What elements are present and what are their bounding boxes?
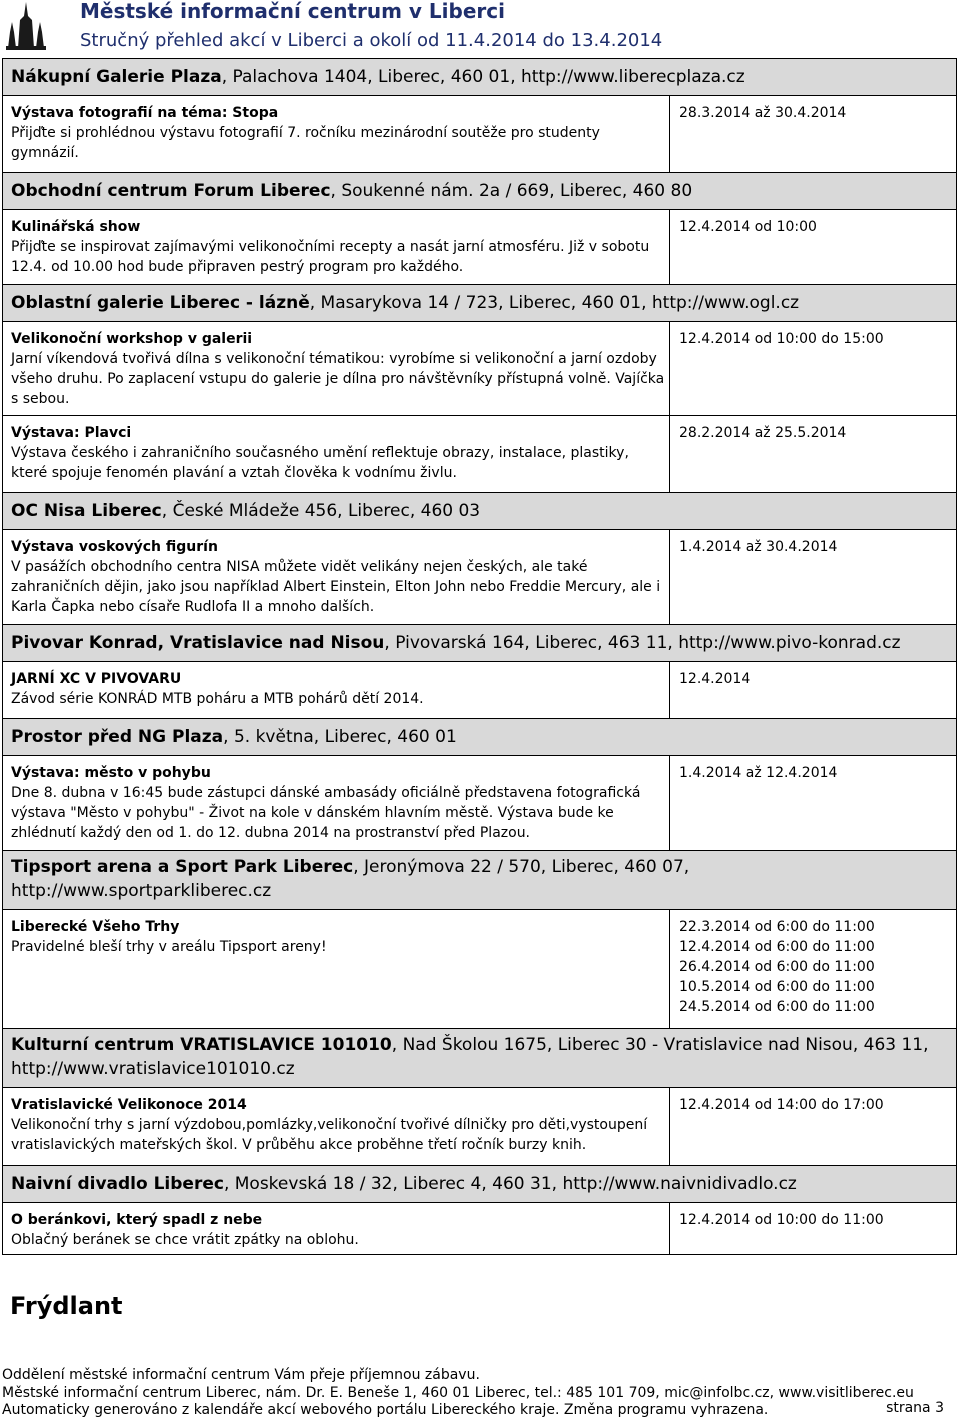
event-date: 12.4.2014 od 10:00 do 15:00 (679, 331, 884, 347)
venue-name: Kulturní centrum VRATISLAVICE 101010 (11, 1035, 392, 1055)
event-description: Jarní víkendová tvořivá dílna s velikonoční tématikou: vyrobíme si velikonoční a jarní ozdoby všeho druhu. Po zaplacení vstupu do galerie je dílna pro návštěvníky přístupná volně. Vajíčka s sebou. (11, 351, 665, 407)
venue-address: , Palachova 1404, Liberec, 460 01, http://www.liberecplaza.cz (221, 67, 745, 87)
page-header (0, 0, 960, 58)
event-row (2, 910, 957, 1028)
venue-header-kc-vratislavice (2, 1028, 957, 1088)
venue-address: , Moskevská 18 / 32, Liberec 4, 460 31, http://www.naivnidivadlo.cz (223, 1174, 797, 1194)
event-row (2, 530, 957, 624)
event-row (2, 322, 957, 416)
venue-header-naivni-divadlo (2, 1165, 957, 1203)
event-date: 26.4.2014 od 6:00 do 11:00 (679, 959, 875, 975)
event-date: 10.5.2014 od 6:00 do 11:00 (679, 979, 875, 995)
event-row (2, 416, 957, 492)
event-description: Pravidelné bleší trhy v areálu Tipsport areny! (11, 939, 327, 955)
event-date: 12.4.2014 od 6:00 do 11:00 (679, 939, 875, 955)
event-title: O beránkovi, který spadl z nebe (11, 1212, 263, 1228)
column-divider (669, 322, 670, 415)
venue-header-tipsport-arena (2, 850, 957, 910)
venue-name: Naivní divadlo Liberec (11, 1174, 224, 1194)
venue-name: Tipsport arena a Sport Park Liberec (11, 857, 354, 877)
event-title: Kulinářská show (11, 219, 141, 235)
column-divider (669, 530, 670, 624)
venue-header-prostor-ng-plaza (2, 718, 957, 756)
event-date: 1.4.2014 až 30.4.2014 (679, 539, 838, 555)
column-divider (669, 756, 670, 850)
event-description: Přijďte si prohlédnou výstavu fotografií 7. ročníku mezinárodní soutěže pro studenty gymnázií. (11, 125, 600, 161)
column-divider (669, 662, 670, 718)
venue-name: Obchodní centrum Forum Liberec (11, 181, 331, 201)
liberec-town-hall-logo-icon (6, 2, 46, 50)
venue-address: , Soukenné nám. 2a / 669, Liberec, 460 80 (330, 181, 693, 201)
event-date: 12.4.2014 od 14:00 do 17:00 (679, 1097, 884, 1113)
event-title: Výstava fotografií na téma: Stopa (11, 105, 279, 121)
event-description: Výstava českého i zahraničního současného umění reflektuje obrazy, instalace, plastiky, které spojuje fenomén plavání a vztah člověka k vodnímu živlu. (11, 445, 629, 481)
venue-header-pivovar-konrad (2, 624, 957, 662)
event-date: 12.4.2014 od 10:00 do 11:00 (679, 1212, 884, 1228)
event-title: Výstava: město v pohybu (11, 765, 211, 781)
column-divider (669, 210, 670, 284)
venue-address: , České Mládeže 456, Liberec, 460 03 (161, 501, 481, 521)
page-footer (2, 1367, 958, 1420)
venue-header-oblastni-galerie (2, 284, 957, 322)
event-title: JARNÍ XC V PIVOVARU (11, 671, 182, 687)
event-description: Dne 8. dubna v 16:45 bude zástupci dánské ambasády oficiálně představena fotografická výstava "Město v pohybu" - Život na kole v dánském hlavním městě. Výstava bude ke zhlédnutí každý den od 1. do 12. dubna 2014 na prostranství před Plazou. (11, 785, 641, 841)
footer-contact: Městské informační centrum Liberec, nám. Dr. E. Beneše 1, 460 01 Liberec, tel.: 485 101 709, mic@infolbc.cz, www.visitliberec.eu (2, 1384, 914, 1401)
event-row (2, 210, 957, 284)
column-divider (669, 1203, 670, 1255)
venue-name: Prostor před NG Plaza (11, 727, 224, 747)
event-date: 28.3.2014 až 30.4.2014 (679, 105, 847, 121)
column-divider (669, 1088, 670, 1166)
event-row (2, 756, 957, 850)
event-date: 22.3.2014 od 6:00 do 11:00 (679, 919, 875, 935)
venue-name: Nákupní Galerie Plaza (11, 67, 222, 87)
column-divider (669, 416, 670, 492)
venue-address: , Pivovarská 164, Liberec, 463 11, http://www.pivo-konrad.cz (384, 633, 901, 653)
footer-greeting: Oddělení městské informační centrum Vám přeje příjemnou zábavu. (2, 1367, 480, 1383)
page-title: Městské informační centrum v Liberci (80, 0, 505, 23)
event-date: 24.5.2014 od 6:00 do 11:00 (679, 999, 875, 1015)
page-subtitle: Stručný přehled akcí v Liberci a okolí od 11.4.2014 do 13.4.2014 (80, 30, 663, 51)
event-title: Výstava voskových figurín (11, 539, 218, 555)
event-title: Výstava: Plavci (11, 425, 132, 441)
venue-header-forum-liberec (2, 172, 957, 210)
section-heading-frydlant: Frýdlant (10, 1292, 123, 1320)
venue-address: , Masarykova 14 / 723, Liberec, 460 01, http://www.ogl.cz (309, 293, 800, 313)
venue-header-oc-nisa (2, 492, 957, 530)
venue-address: , Nad Školou 1675, Liberec 30 - Vratislavice nad Nisou, 463 11, http://www.vratislavice101010.cz (11, 1035, 929, 1079)
event-description: Oblačný beránek se chce vrátit zpátky na oblohu. (11, 1232, 359, 1248)
venue-name: Oblastní galerie Liberec - lázně (11, 293, 310, 313)
event-date: 1.4.2014 až 12.4.2014 (679, 765, 838, 781)
event-description: V pasážích obchodního centra NISA můžete vidět velikány nejen českých, ale také zahraničních dějin, jako jsou například Albert Einstein, Elton John nebo Freddie Mercury, ale i Karla Čapka nebo císaře Rudlofa II a mnoho dalších. (11, 559, 661, 615)
page-number: strana 3 (886, 1400, 944, 1416)
column-divider (669, 96, 670, 174)
venue-name: OC Nisa Liberec (11, 501, 162, 521)
event-title: Velikonoční workshop v galerii (11, 331, 253, 347)
event-date: 12.4.2014 od 10:00 (679, 219, 817, 235)
event-date: 12.4.2014 (679, 671, 751, 687)
event-title: Vratislavické Velikonoce 2014 (11, 1097, 247, 1113)
event-date: 28.2.2014 až 25.5.2014 (679, 425, 847, 441)
event-row (2, 1203, 957, 1255)
event-row (2, 1088, 957, 1166)
venue-address: , 5. května, Liberec, 460 01 (223, 727, 457, 747)
event-date-list (679, 917, 875, 1017)
venue-name: Pivovar Konrad, Vratislavice nad Nisou (11, 633, 385, 653)
venue-header-galerie-plaza (2, 58, 957, 96)
venue-address: , Jeronýmova 22 / 570, Liberec, 460 07, http://www.sportparkliberec.cz (11, 857, 690, 901)
event-row (2, 96, 957, 174)
event-description: Přijďte se inspirovat zajímavými velikonočními recepty a nasát jarní atmosféru. Již v sobotu 12.4. od 10.00 hod bude připraven pestrý program pro každého. (11, 239, 650, 275)
column-divider (669, 910, 670, 1028)
event-title: Liberecké Všeho Trhy (11, 919, 180, 935)
event-row (2, 662, 957, 718)
footer-disclaimer: Automaticky generováno z kalendáře akcí webového portálu Libereckého kraje. Změna programu vyhrazena. (2, 1402, 769, 1418)
event-description: Velikonoční trhy s jarní výzdobou,pomlázky,velikonoční tvořivé dílničky pro děti,vystoupení vratislavických mateřských škol. V průběhu akce proběhne třetí ročník burzy knih. (11, 1117, 648, 1153)
event-description: Závod série KONRÁD MTB poháru a MTB pohárů dětí 2014. (11, 691, 424, 707)
